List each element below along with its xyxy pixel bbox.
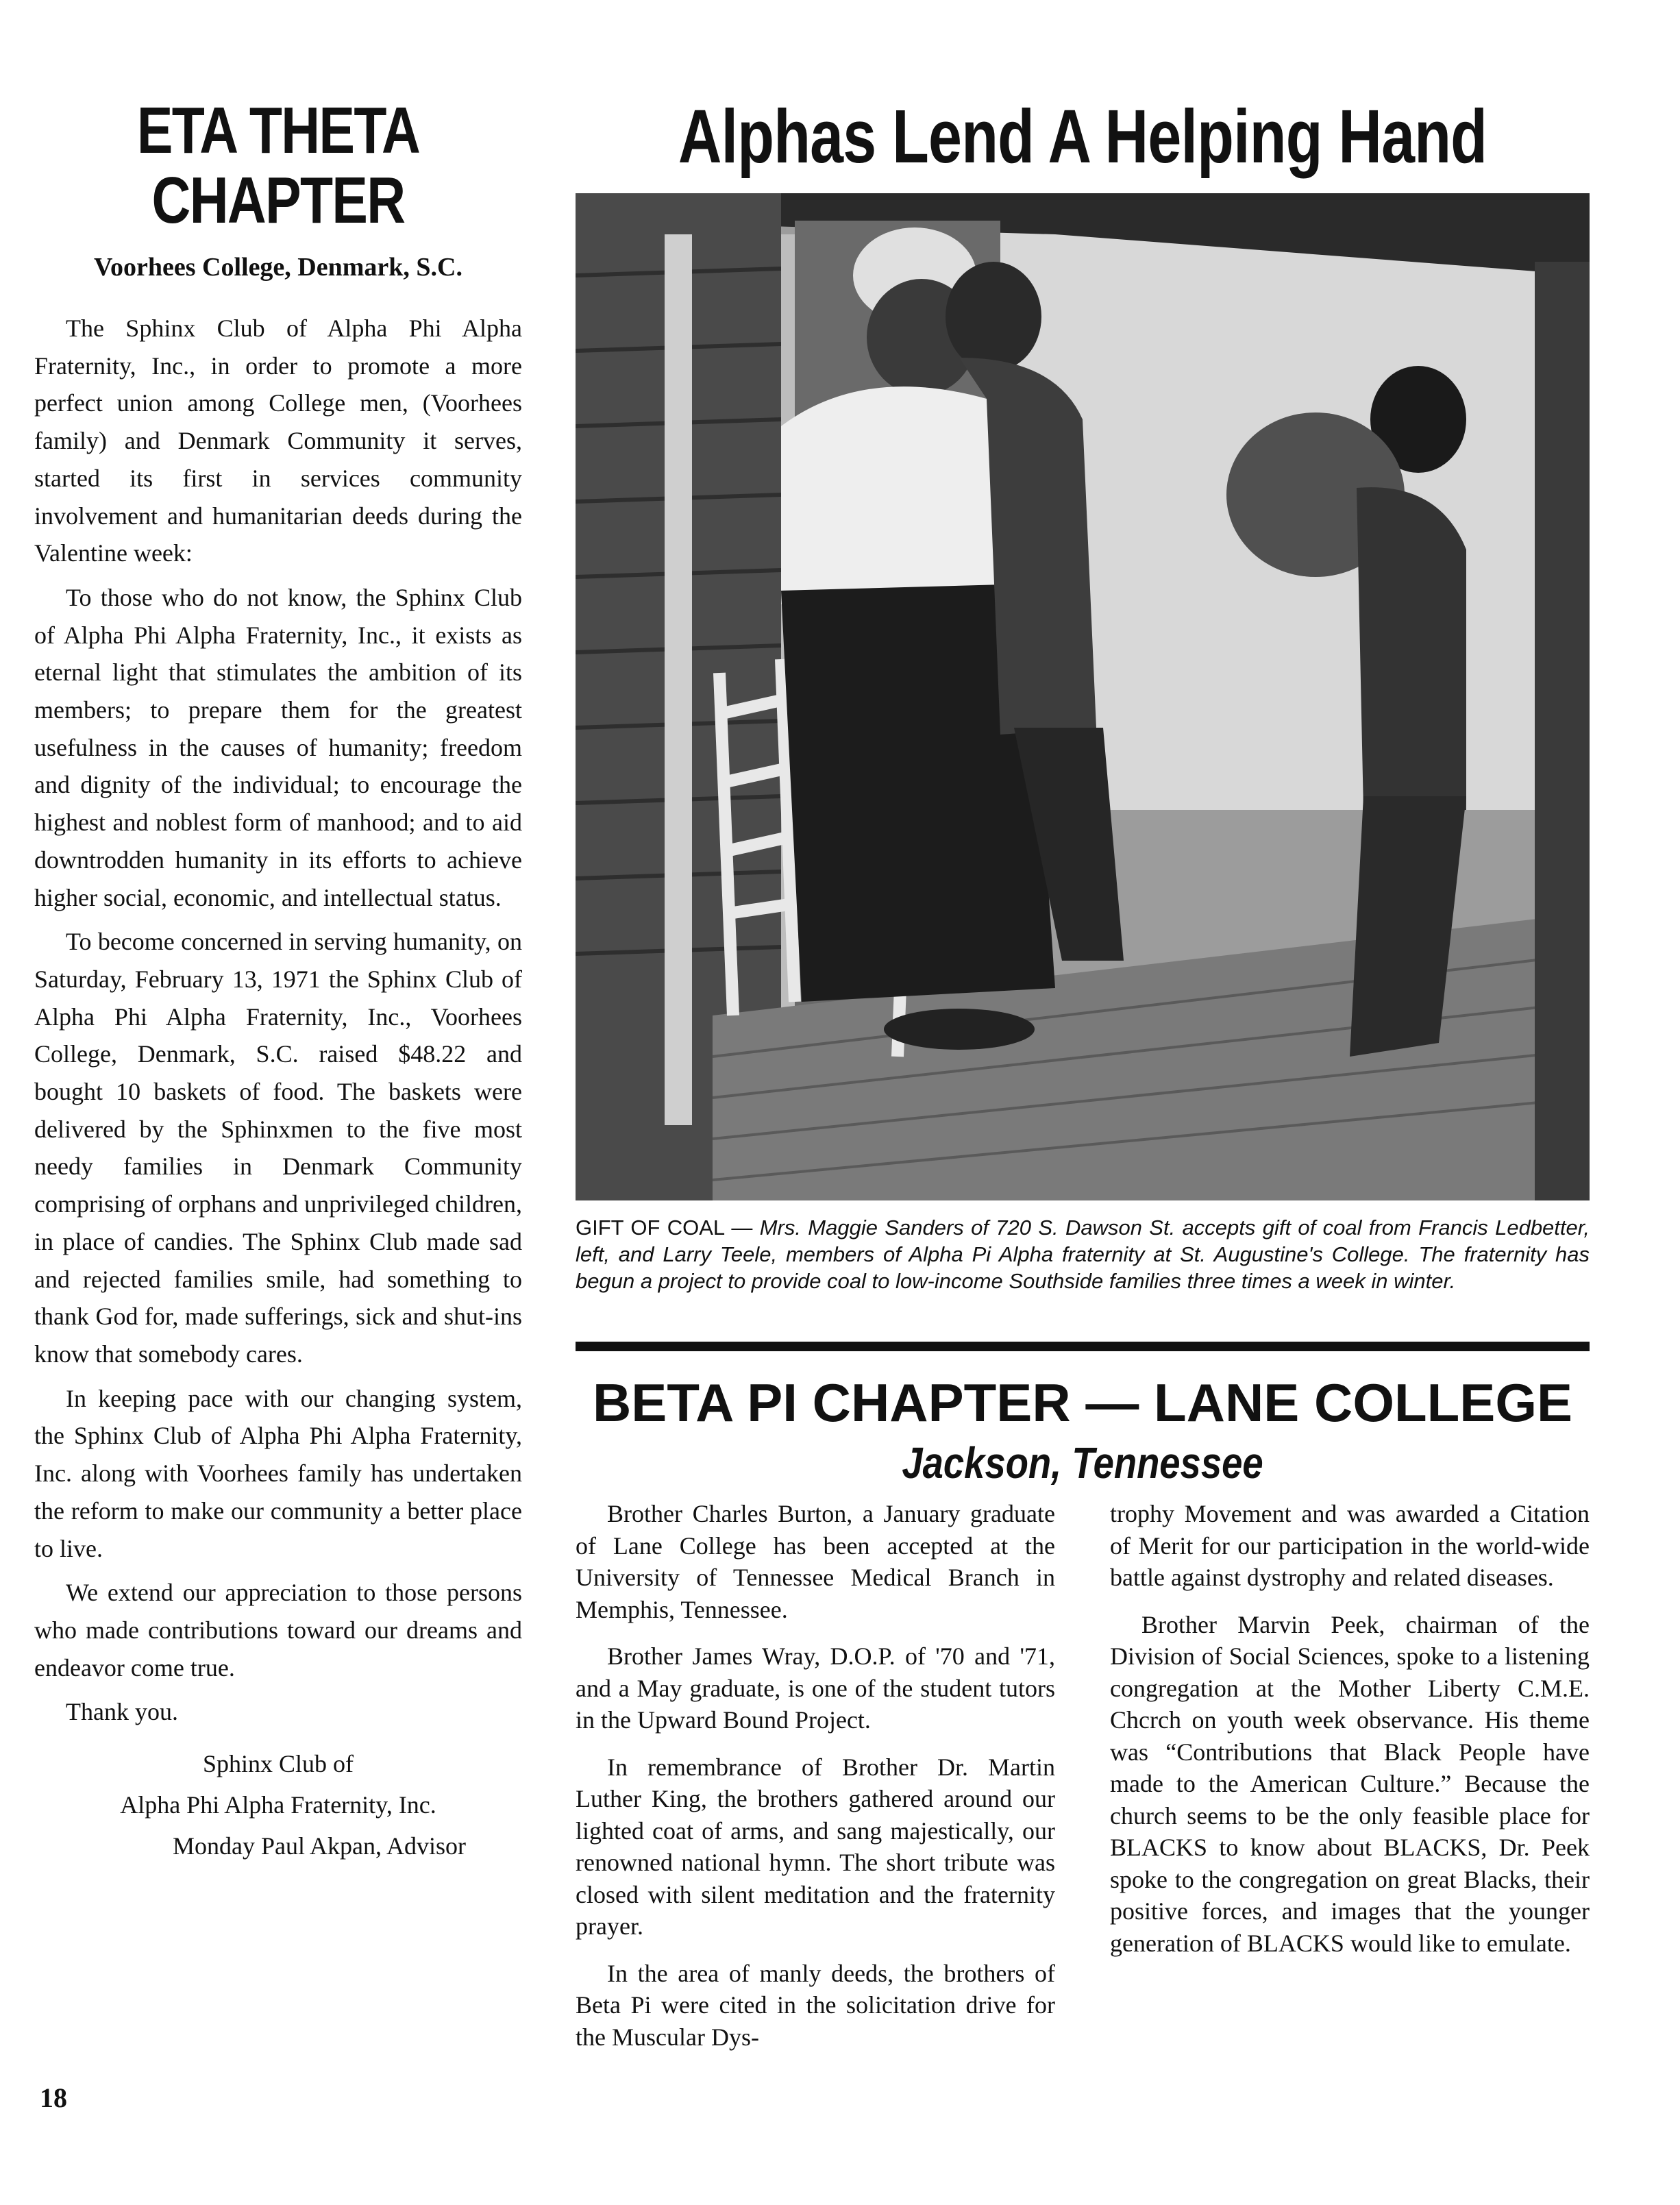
article-location: Voorhees College, Denmark, S.C. (94, 253, 462, 282)
beta-pi-subtitle: Jackson, Tennessee (902, 1438, 1263, 1488)
caption-lead: GIFT OF COAL — (576, 1216, 760, 1240)
beta-pi-title: BETA PI CHAPTER — LANE COLLEGE (592, 1372, 1573, 1433)
paragraph: Thank you. (66, 1698, 178, 1726)
beta-pi-column-1 (576, 1498, 1055, 2068)
title-line-2: CHAPTER (151, 164, 405, 237)
news-photo (576, 193, 1590, 1200)
page-number: 18 (40, 2082, 67, 2113)
paragraph: In keeping pace with our changing system, the Sphinx Club of Alpha Phi Alpha Fraternity, Inc. along with Voorhees family has undertaken the reform to make our community a better place to live. (34, 1384, 522, 1562)
article-title (78, 96, 478, 236)
paragraph: In remembrance of Brother Dr. Martin Luther King, the brothers gathered around our lighted coat of arms, and sang majestically, our renowned national hymn. The short tribute was closed with silent meditation and the fraternity prayer. (576, 1753, 1055, 1940)
paragraph: To become concerned in serving humanity, on Saturday, February 13, 1971 the Sphinx Club of Alpha Phi Alpha Fraternity, Inc., Voorhees College, Denmark, S.C. raised $48.22 and bought 10 baskets of food. The baskets were delivered by the Sphinxmen to the five most needy families in Denmark Community comprising of orphans and unprivileged children, in place of candies. The Sphinx Club made sad and rejected families smile, had something to thank God for, made sufferings, sick and shut-ins know that somebody cares. (34, 928, 522, 1368)
signature-line: Sphinx Club of (202, 1750, 354, 1778)
caption-text: Mrs. Maggie Sanders of 720 S. Dawson St. accepts gift of coal from Francis Ledbetter, left, and Larry Teele, members of Alpha Pi Alpha fraternity at St. Augustine's College. The fraternity has begun a project to provide coal to low-income Southside families three times a week in winter. (576, 1216, 1590, 1293)
title-line-1: ETA THETA (136, 94, 420, 167)
eta-theta-article (34, 96, 522, 1867)
article-body (34, 310, 522, 1731)
paragraph: To those who do not know, the Sphinx Club of Alpha Phi Alpha Fraternity, Inc., it exists as eternal light that stimulates the ambition of its members; to prepare them for the greatest usefulness in the causes of humanity; freedom and dignity of the individual; to encourage the highest and noblest form of manhood; and to aid downtrodden humanity in its efforts to achieve higher social, economic, and intellectual status. (34, 583, 522, 911)
paragraph: Brother Charles Burton, a January graduate of Lane College has been accepted at the University of Tennessee Medical Branch in Memphis, Tennessee. (576, 1500, 1055, 1623)
paragraph: Brother Marvin Peek, chairman of the Division of Social Sciences, spoke to a listening congregation at the Mother Liberty C.M.E. Chcrch on youth week observance. His theme was “Contributions that Black People have made to the American Culture.” Because the church seems to be the only feasible place for BLACKS to know about BLACKS, Dr. Peek spoke to the congregation on great Blacks, their positive forces, and images that the younger generation of BLACKS would like to emulate. (1110, 1610, 1590, 1957)
section-divider (576, 1342, 1590, 1351)
signature-line: Monday Paul Akpan, Advisor (173, 1832, 466, 1860)
signature-block (34, 1743, 522, 1867)
photo-caption (576, 1214, 1590, 1294)
paragraph: In the area of manly deeds, the brothers of Beta Pi were cited in the solicitation drive for the Muscular Dys- (576, 1959, 1055, 2051)
signature-line: Alpha Phi Alpha Fraternity, Inc. (120, 1791, 436, 1819)
beta-pi-column-2 (1110, 1498, 1590, 1974)
paragraph: We extend our appreciation to those persons who made contributions toward our dreams and endeavor come true. (34, 1579, 522, 1682)
paragraph: The Sphinx Club of Alpha Phi Alpha Fraternity, Inc., in order to promote a more perfect union among College men, (Voorhees family) and Denmark Community it serves, started its first in services community involvement and humanitarian deeds during the Valentine week: (34, 315, 522, 567)
paragraph: Brother James Wray, D.O.P. of '70 and '71, and a May graduate, is one of the student tutors in the Upward Bound Project. (576, 1642, 1055, 1734)
paragraph: trophy Movement and was awarded a Citation of Merit for our participation in the world-wide battle against dystrophy and related diseases. (1110, 1500, 1590, 1591)
photo-illustration (576, 193, 1590, 1200)
helping-hand-title: Alphas Lend A Helping Hand (678, 95, 1487, 179)
